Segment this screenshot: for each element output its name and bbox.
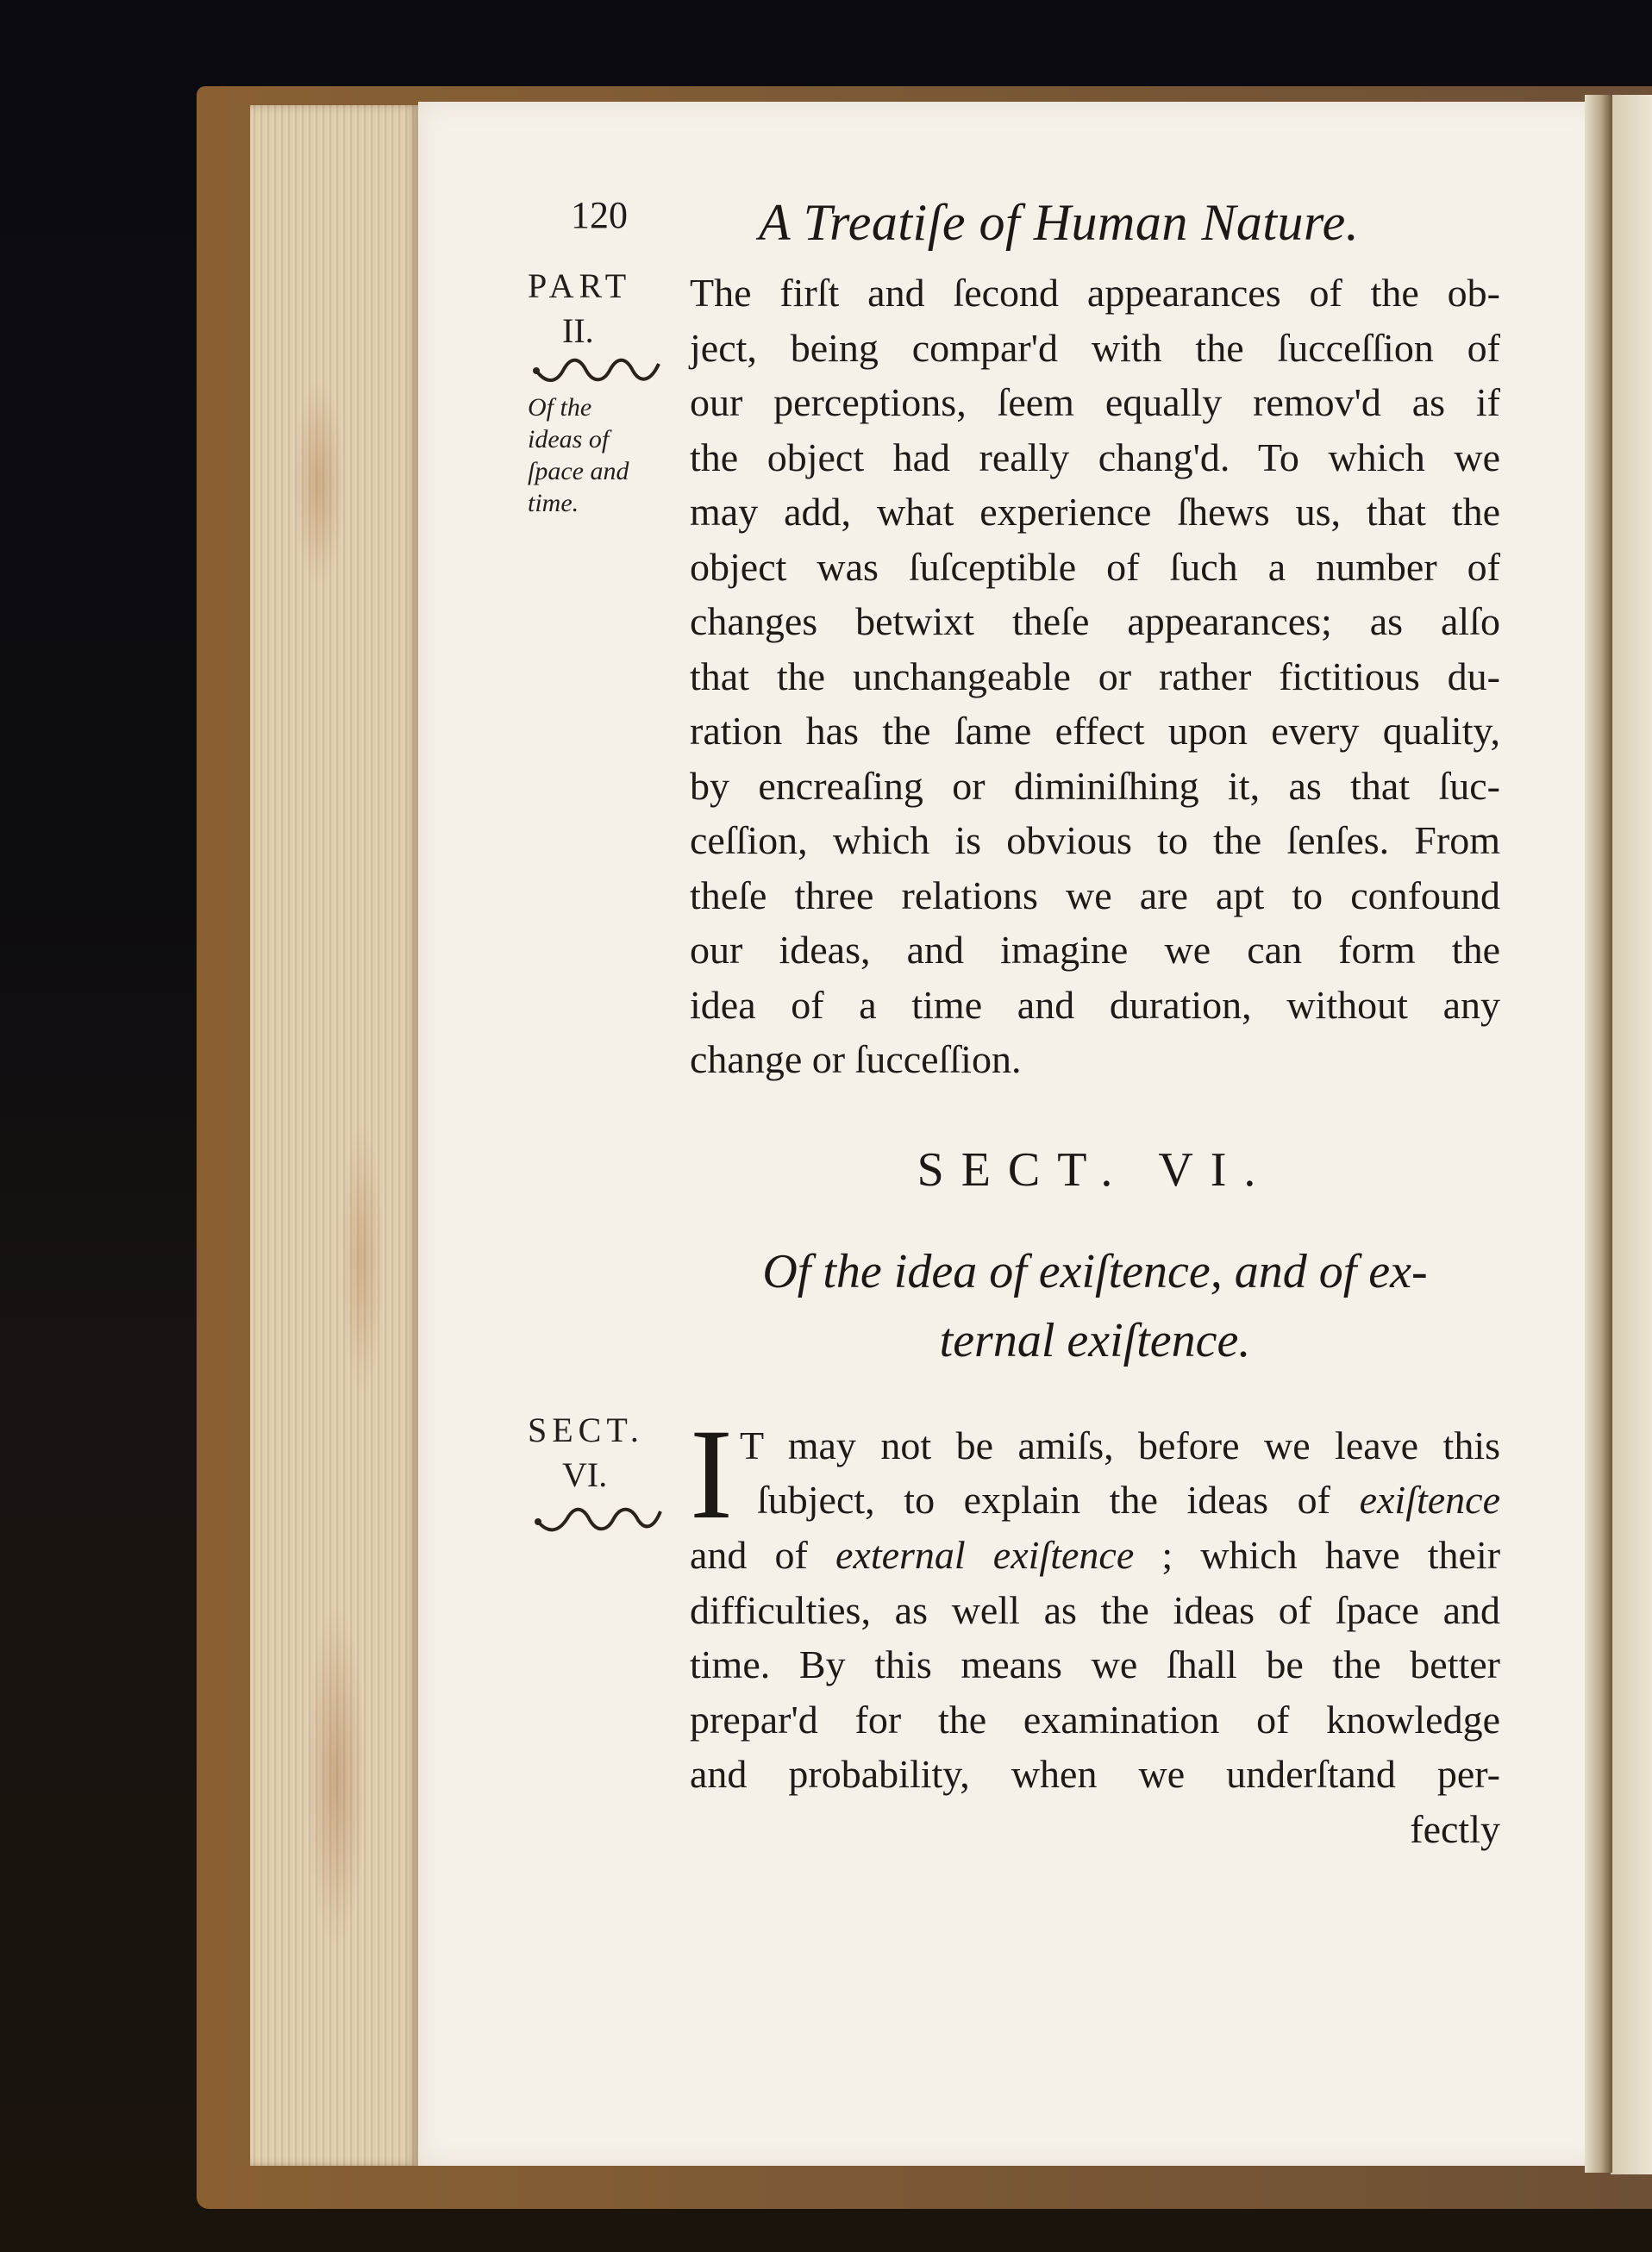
text-line: change or ſucceſſion. — [690, 1037, 1022, 1081]
section-subtitle-line-2: ternal exiſtence. — [939, 1314, 1251, 1367]
sect-label: SECT. — [528, 1411, 644, 1449]
part-number: II. — [562, 311, 594, 350]
margin-note-line: ſpace and — [528, 457, 629, 485]
page-gutter — [1585, 95, 1612, 2173]
text-line: difficulties, as well as the ideas of ſpace and — [690, 1587, 1500, 1632]
text-line: object was ſuſceptible of ſuch a number of — [690, 544, 1500, 589]
text-italic: exiſtence — [1359, 1478, 1501, 1522]
margin-section — [528, 1410, 679, 1537]
flourish-ornament-icon — [529, 352, 667, 386]
text-line: our perceptions, ſeem equally remov'd as if — [690, 380, 1500, 424]
text-line: prepar'd for the examination of knowledge — [690, 1697, 1500, 1742]
text-line: changes betwixt theſe appearances; as alſo — [690, 599, 1500, 643]
flourish-ornament-icon — [529, 1496, 667, 1537]
text-line — [757, 1473, 1500, 1528]
text-line: may add, what experience ſhews us, that the — [690, 490, 1500, 534]
text-italic: external exiſtence — [835, 1533, 1135, 1577]
text-line: ration has the ſame effect upon every quality, — [690, 709, 1500, 753]
paragraph-2 — [690, 1528, 1500, 1856]
part-label: PART — [528, 266, 632, 305]
text-line: by encreaſing or diminiſhing it, as that ſuc- — [690, 763, 1500, 808]
text-segment: ; which have their — [1161, 1533, 1501, 1577]
sect-number: VI. — [562, 1455, 608, 1494]
text-line: time. By this means we ſhall be the better — [690, 1642, 1500, 1686]
page-number: 120 — [571, 194, 628, 236]
margin-part — [528, 266, 679, 519]
catchword: fectly — [1410, 1806, 1500, 1851]
margin-note-line: ideas of — [528, 425, 610, 454]
margin-note — [528, 391, 679, 519]
text-line: ceſſion, which is obvious to the ſenſes. From — [690, 818, 1500, 862]
facing-page-edge — [1611, 95, 1652, 2174]
section-subtitle-line-1: Of the idea of exiſtence, and of ex- — [762, 1245, 1428, 1298]
text-segment: ſubject, to explain the ideas of — [757, 1478, 1330, 1522]
running-title: A Treatiſe of Human Nature. — [759, 194, 1360, 251]
margin-note-line: time. — [528, 489, 579, 517]
text-line — [690, 1528, 1500, 1583]
paragraph-2-indented — [740, 1418, 1500, 1473]
text-line: and probability, when we underſtand per- — [690, 1752, 1500, 1796]
margin-note-line: Of the — [528, 393, 592, 422]
text-line: our ideas, and imagine we can form the — [690, 928, 1500, 972]
text-line: ject, being compar'd with the ſucceſſion of — [690, 325, 1500, 370]
section-heading: SECT. VI. — [917, 1143, 1273, 1197]
paragraph-1 — [690, 266, 1500, 1087]
text-segment: and of — [690, 1533, 808, 1577]
paragraph-2-indented-2 — [757, 1473, 1500, 1528]
text-line: theſe three relations we are apt to confound — [690, 873, 1500, 917]
text-line: that the unchangeable or rather fictitious du- — [690, 654, 1500, 698]
drop-cap: I — [690, 1403, 733, 1546]
text-line: the object had really chang'd. To which we — [690, 435, 1500, 479]
fore-edge-foxing — [285, 138, 414, 2147]
text-line: idea of a time and duration, without any — [690, 982, 1500, 1027]
text-line: The firſt and ſecond appearances of the ob- — [690, 271, 1500, 315]
text-line: T may not be amiſs, before we leave this — [740, 1423, 1500, 1467]
